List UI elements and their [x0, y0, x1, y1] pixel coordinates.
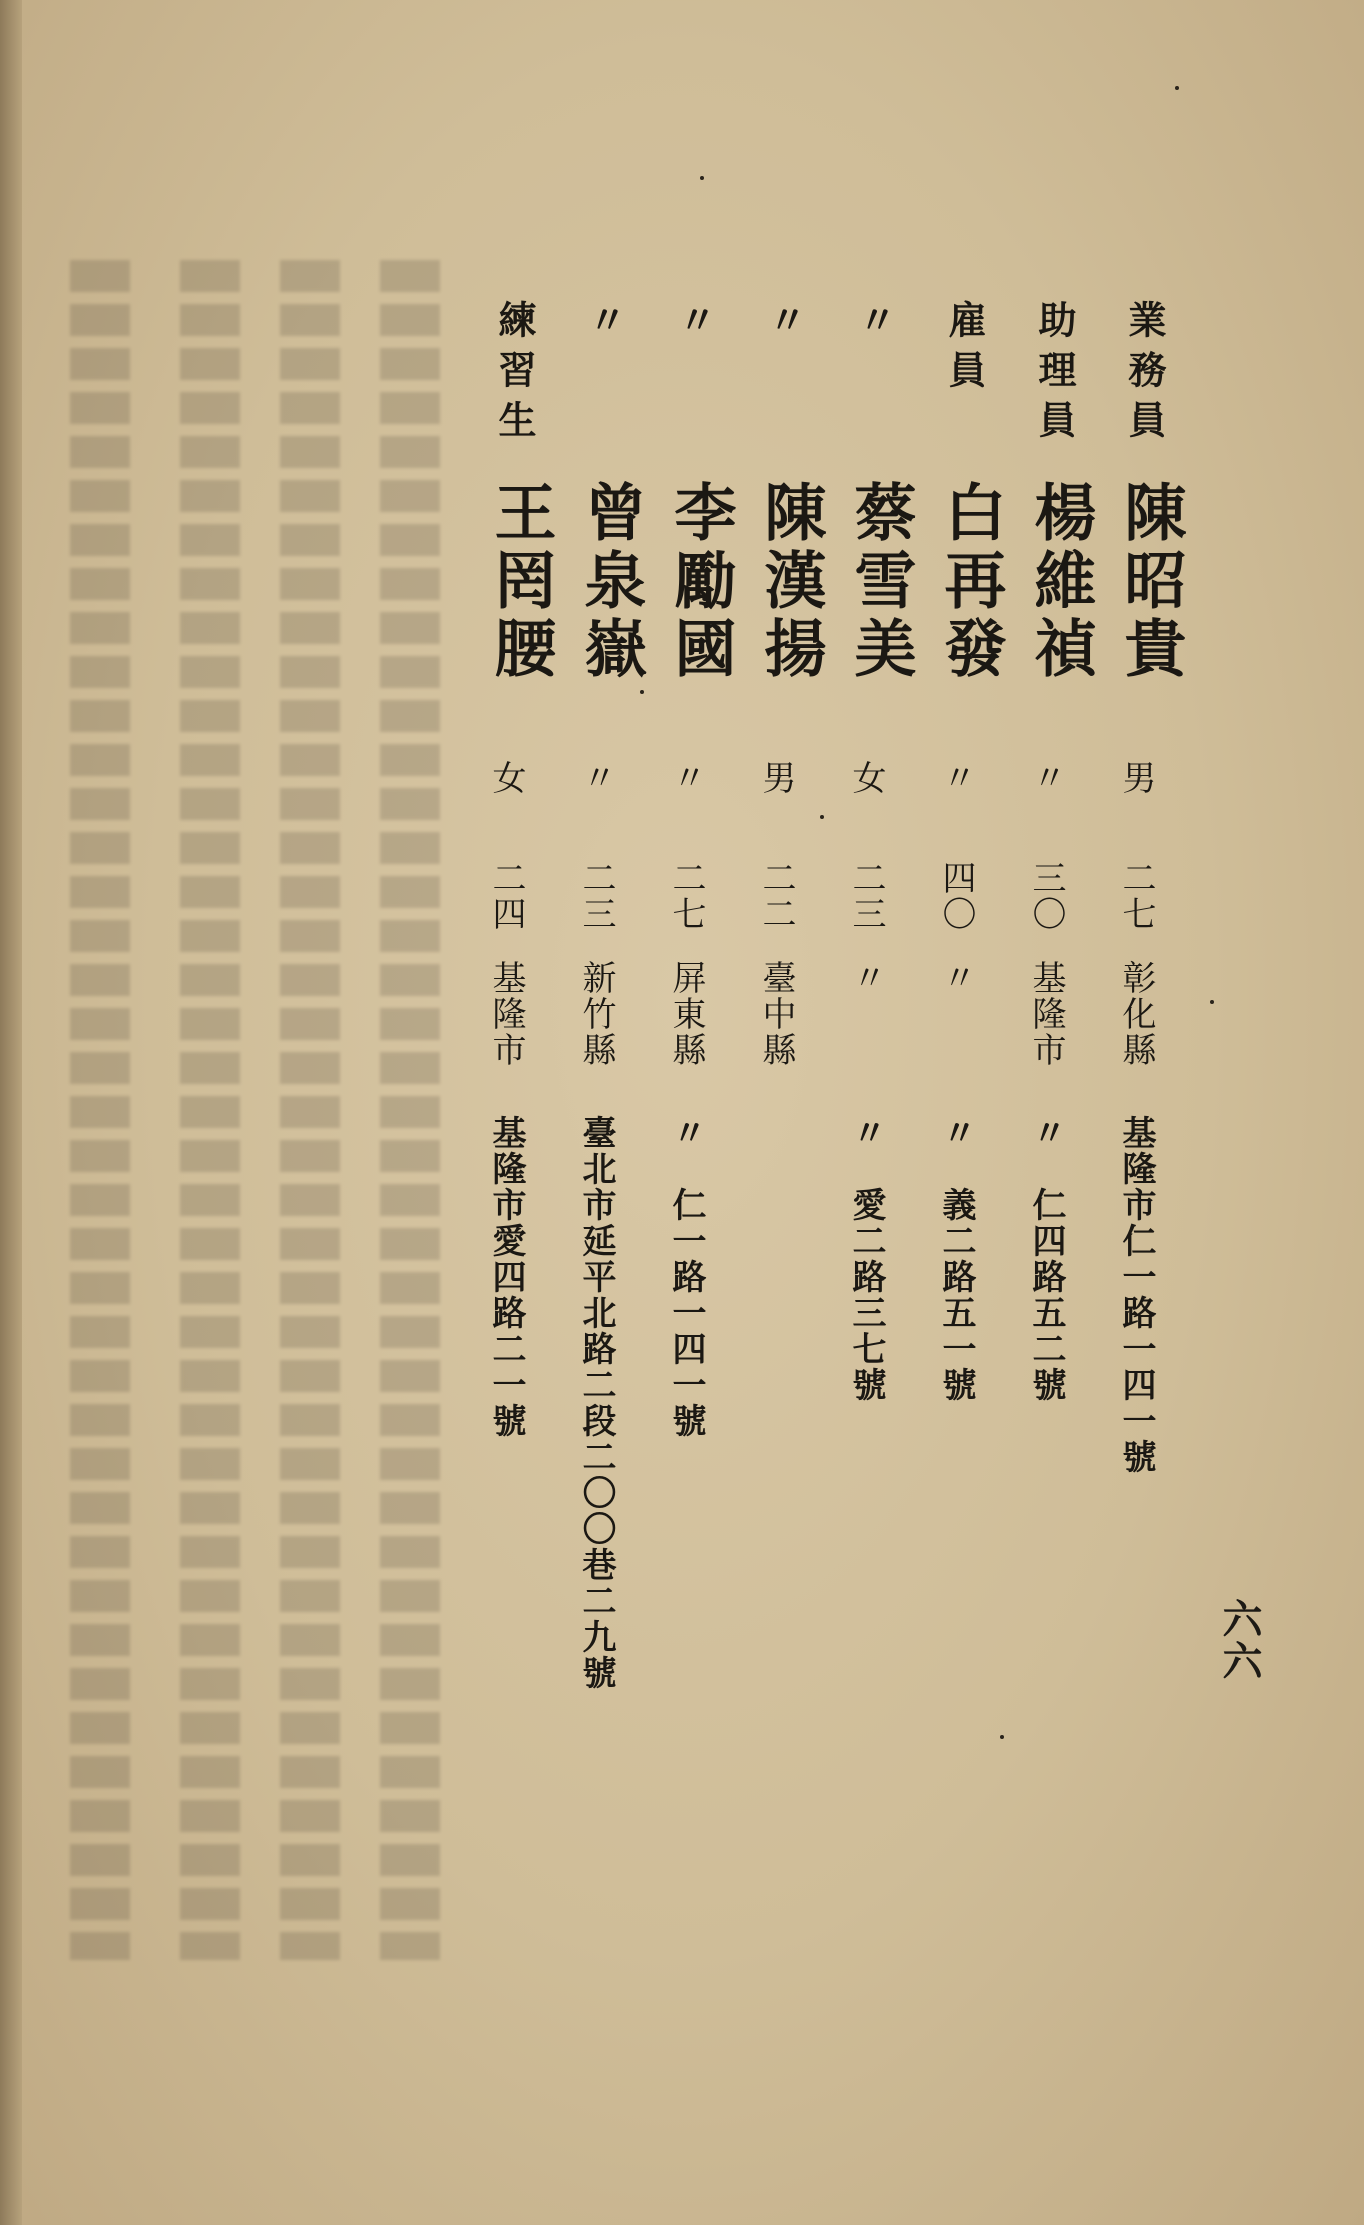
native-place: 新竹縣: [576, 960, 616, 1068]
job-title: 〃: [762, 300, 807, 350]
sex: 女: [486, 760, 526, 794]
native-place: 屏東縣: [666, 960, 706, 1068]
person-name: 曾泉嶽: [574, 480, 647, 684]
sex: 男: [1116, 760, 1156, 794]
roster-row: [752, 300, 827, 1780]
job-title: 助理員: [1032, 300, 1077, 450]
job-title: 雇員: [942, 300, 987, 400]
person-name: 白再發: [934, 480, 1007, 684]
address: 〃 仁四路五二號: [1026, 1115, 1066, 1403]
sex: 〃: [936, 760, 976, 794]
roster-row: [842, 300, 917, 1780]
job-title: 〃: [582, 300, 627, 350]
sex: 女: [846, 760, 886, 794]
age: 二四: [486, 860, 526, 932]
job-title: 業務員: [1122, 300, 1167, 450]
roster-row: [662, 300, 737, 1780]
address: 〃 仁一路一四一號: [666, 1115, 706, 1439]
job-title: 〃: [672, 300, 717, 350]
address: 〃 愛二路三七號: [846, 1115, 886, 1403]
native-place: 〃: [846, 960, 886, 996]
sex: 〃: [576, 760, 616, 794]
address: 基隆市仁一路一四一號: [1116, 1115, 1156, 1475]
person-name: 楊維禎: [1024, 480, 1097, 684]
address: 基隆市愛四路二一號: [486, 1115, 526, 1439]
roster-row: [1022, 300, 1097, 1780]
address: 臺北市延平北路二段二〇〇巷二九號: [576, 1115, 616, 1691]
ink-speck: [700, 176, 704, 180]
native-place: 〃: [936, 960, 976, 996]
roster-row: [572, 300, 647, 1780]
ink-speck: [820, 815, 824, 819]
sex: 〃: [666, 760, 706, 794]
person-name: 李勵國: [664, 480, 737, 684]
age: 三〇: [1026, 860, 1066, 932]
job-title: 〃: [852, 300, 897, 350]
age: 四〇: [936, 860, 976, 932]
person-name: 陳昭貴: [1114, 480, 1187, 684]
age: 二七: [666, 860, 706, 932]
ink-speck: [1175, 86, 1179, 90]
native-place: 彰化縣: [1116, 960, 1156, 1068]
age: 二七: [1116, 860, 1156, 932]
age: 二三: [846, 860, 886, 932]
page-gutter: [0, 0, 22, 2225]
roster-row: [482, 300, 557, 1780]
native-place: 基隆市: [1026, 960, 1066, 1068]
ink-speck: [1000, 1735, 1004, 1739]
person-name: 王罔腰: [484, 480, 557, 684]
sex: 〃: [1026, 760, 1066, 794]
ink-speck: [1210, 1000, 1214, 1004]
native-place: 基隆市: [486, 960, 526, 1068]
job-title: 練習生: [492, 300, 537, 450]
age: 二三: [576, 860, 616, 932]
native-place: 臺中縣: [756, 960, 796, 1068]
sex: 男: [756, 760, 796, 794]
roster-row: [932, 300, 1007, 1780]
ink-speck: [640, 690, 644, 694]
age: 二二: [756, 860, 796, 932]
show-through-text: [70, 260, 450, 2110]
address: 〃 義二路五一號: [936, 1115, 976, 1403]
person-name: 陳漢揚: [754, 480, 827, 684]
page-number: 六六: [1216, 1598, 1263, 1682]
roster-row: [1112, 300, 1187, 1780]
person-name: 蔡雪美: [844, 480, 917, 684]
